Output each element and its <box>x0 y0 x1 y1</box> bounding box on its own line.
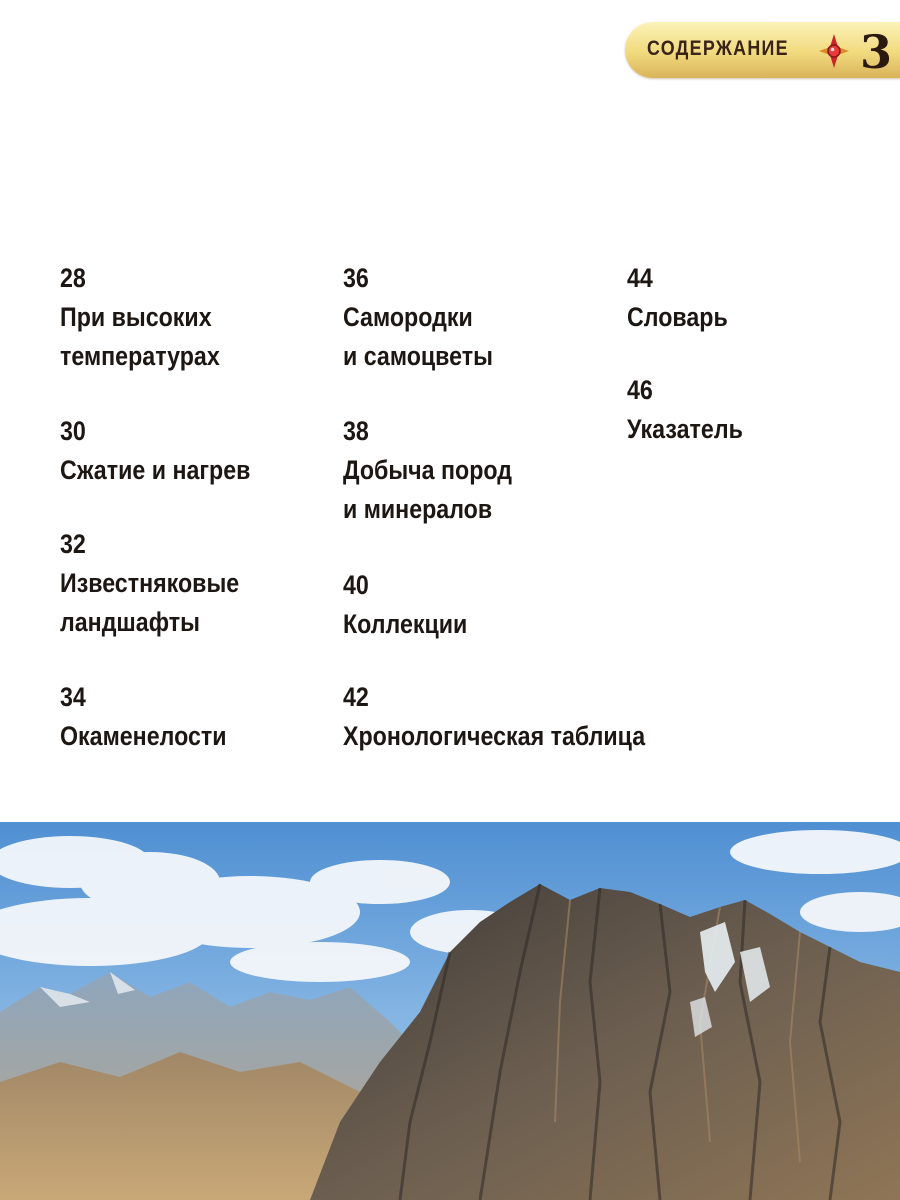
page-number: 3 <box>860 25 893 79</box>
toc-page-number: 30 <box>60 416 86 446</box>
mountain-photo <box>0 822 900 1200</box>
toc-title: Словарь <box>627 302 728 332</box>
toc-title: Добыча пород и минералов <box>343 455 513 524</box>
toc-title: Указатель <box>627 414 743 444</box>
toc-entry[interactable] <box>343 566 488 644</box>
toc-entry[interactable] <box>60 678 254 756</box>
compass-icon <box>819 34 849 68</box>
toc-entry[interactable] <box>343 259 517 376</box>
toc-entry[interactable] <box>60 259 246 376</box>
toc-title: Сжатие и нагрев <box>60 455 251 485</box>
toc-title: Самородки и самоцветы <box>343 302 493 371</box>
toc-page-number: 42 <box>343 682 369 712</box>
section-title: СОДЕРЖАНИЕ <box>647 37 789 60</box>
toc-entry[interactable] <box>60 525 268 642</box>
toc-page-number: 44 <box>627 263 653 293</box>
toc-page-number: 38 <box>343 416 369 446</box>
toc-entry[interactable] <box>343 412 540 529</box>
toc-page-number: 40 <box>343 570 369 600</box>
toc-entry[interactable] <box>627 259 744 337</box>
toc-page-number: 34 <box>60 682 86 712</box>
toc-title: Коллекции <box>343 609 468 639</box>
toc-page-number: 46 <box>627 375 653 405</box>
toc-entry[interactable] <box>627 371 762 449</box>
toc-page-number: 32 <box>60 529 86 559</box>
toc-page-number: 28 <box>60 263 86 293</box>
toc-page-number: 36 <box>343 263 369 293</box>
toc-entry[interactable] <box>60 412 281 490</box>
toc-title: Известняковые ландшафты <box>60 568 240 637</box>
toc-entry[interactable] <box>343 678 694 756</box>
toc-title: Хронологическая таблица <box>343 721 646 751</box>
toc-title: При высоких температурах <box>60 302 220 371</box>
toc-title: Окаменелости <box>60 721 227 751</box>
